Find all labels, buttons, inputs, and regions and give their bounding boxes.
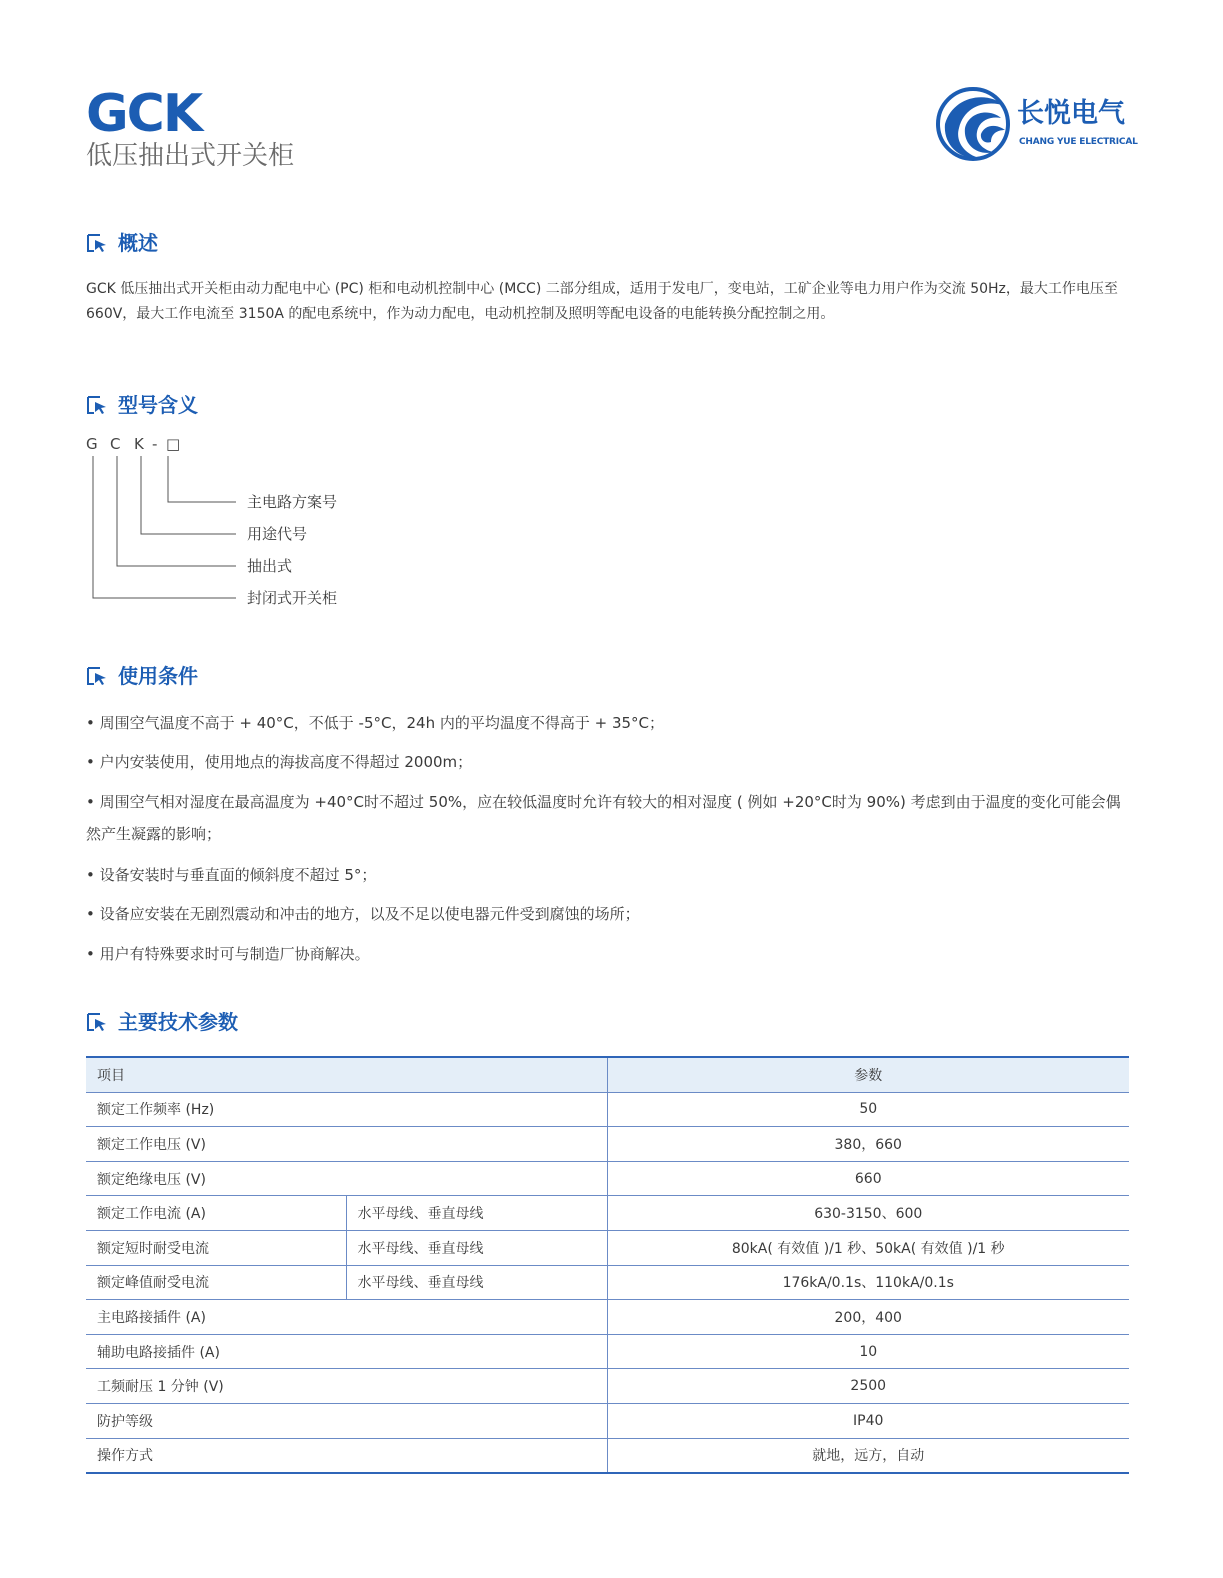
logo-english-text: CHANG YUE ELECTRICAL [1019, 137, 1138, 147]
condition-item: • 户内安装使用，使用地点的海拔高度不得超过 2000m； [86, 753, 473, 771]
table-row [86, 1438, 1129, 1473]
table-header-row [86, 1057, 1129, 1092]
cell-value: 380，660 [607, 1127, 1129, 1162]
section-title: 型号含义 [118, 393, 198, 417]
table-row [86, 1161, 1129, 1196]
table-row [86, 1127, 1129, 1162]
cell-item: 操作方式 [86, 1438, 607, 1473]
model-label-usage: 用途代号 [247, 525, 308, 543]
page-title: GCK [86, 84, 202, 144]
cell-value: 80kA( 有效值 )/1 秒、50kA( 有效值 )/1 秒 [607, 1230, 1129, 1265]
section-title: 使用条件 [118, 664, 198, 688]
section-arrow-icon [86, 394, 108, 416]
cell-item: 防护等级 [86, 1403, 607, 1438]
cell-item: 工频耐压 1 分钟 (V) [86, 1369, 607, 1404]
cell-value: IP40 [607, 1403, 1129, 1438]
company-logo-icon [935, 84, 1015, 164]
table-row [86, 1334, 1129, 1369]
model-bracket-lines [86, 450, 386, 610]
table-row [86, 1265, 1129, 1300]
cell-item: 辅助电路接插件 (A) [86, 1334, 607, 1369]
page-subtitle: 低压抽出式开关柜 [86, 141, 295, 171]
spec-table [86, 1056, 1129, 1474]
model-code-char: C [110, 435, 121, 453]
section-header-specs [86, 1008, 238, 1036]
cell-item: 额定峰值耐受电流 [86, 1265, 346, 1300]
header-value: 参数 [607, 1057, 1129, 1092]
cell-value: 2500 [607, 1369, 1129, 1404]
cell-value: 10 [607, 1334, 1129, 1369]
section-arrow-icon [86, 665, 108, 687]
condition-item: • 用户有特殊要求时可与制造厂协商解决。 [86, 945, 370, 963]
cell-value: 630-3150、600 [607, 1196, 1129, 1231]
cell-sub: 水平母线、垂直母线 [346, 1196, 607, 1231]
cell-sub: 水平母线、垂直母线 [346, 1230, 607, 1265]
table-row [86, 1403, 1129, 1438]
table-row [86, 1300, 1129, 1335]
section-title: 主要技术参数 [118, 1010, 238, 1034]
cell-item: 额定绝缘电压 (V) [86, 1161, 607, 1196]
cell-sub: 水平母线、垂直母线 [346, 1265, 607, 1300]
table-row [86, 1230, 1129, 1265]
table-row [86, 1196, 1129, 1231]
section-arrow-icon [86, 1011, 108, 1033]
model-code-char: - [152, 435, 158, 453]
cell-item: 额定短时耐受电流 [86, 1230, 346, 1265]
section-header-overview [86, 229, 158, 257]
cell-item: 额定工作电流 (A) [86, 1196, 346, 1231]
table-row [86, 1369, 1129, 1404]
cell-value: 200，400 [607, 1300, 1129, 1335]
model-label-drawout: 抽出式 [247, 557, 293, 575]
section-header-model [86, 391, 198, 419]
table-row [86, 1092, 1129, 1127]
condition-item: • 设备应安装在无剧烈震动和冲击的地方，以及不足以使电器元件受到腐蚀的场所； [86, 905, 640, 923]
header-item: 项目 [86, 1057, 607, 1092]
logo-chinese-text: 长悦电气 [1017, 98, 1125, 129]
overview-paragraph: GCK 低压抽出式开关柜由动力配电中心 (PC) 柜和电动机控制中心 (MCC) 二部分组成，适用于发电厂，变电站，工矿企业等电力用户作为交流 50Hz，最大工作电压至 660V，最大工作电流至 3150A 的配电系统中，作为动力配电，电动机控制及照明等配电设备的电能转换分配控制之用。 [86, 281, 1118, 322]
section-arrow-icon [86, 232, 108, 254]
cell-value: 50 [607, 1092, 1129, 1127]
cell-value: 660 [607, 1161, 1129, 1196]
model-label-enclosed: 封闭式开关柜 [247, 589, 338, 607]
condition-item: • 周围空气温度不高于 + 40°C，不低于 -5°C，24h 内的平均温度不得高于 + 35°C； [86, 714, 665, 732]
section-title: 概述 [118, 231, 158, 255]
model-code-char: G [86, 435, 98, 453]
model-code-char: K [134, 435, 144, 453]
cell-value: 就地，远方，自动 [607, 1438, 1129, 1473]
model-label-scheme: 主电路方案号 [247, 493, 338, 511]
condition-item: • 设备安装时与垂直面的倾斜度不超过 5°； [86, 866, 377, 884]
cell-item: 主电路接插件 (A) [86, 1300, 607, 1335]
cell-value: 176kA/0.1s、110kA/0.1s [607, 1265, 1129, 1300]
condition-item: • 周围空气相对湿度在最高温度为 +40°C时不超过 50%，应在较低温度时允许有较大的相对湿度 ( 例如 +20°C时为 90%) 考虑到由于温度的变化可能会偶然产生凝露的影响； [86, 793, 1121, 843]
model-code-char: □ [166, 435, 181, 453]
cell-item: 额定工作频率 (Hz) [86, 1092, 607, 1127]
section-header-conditions [86, 662, 198, 690]
cell-item: 额定工作电压 (V) [86, 1127, 607, 1162]
